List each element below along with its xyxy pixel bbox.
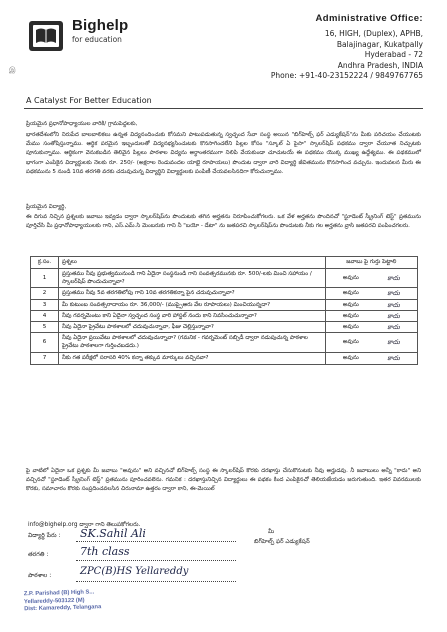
office-line: Hyderabad - 72	[364, 50, 423, 60]
row-answer-cell	[325, 269, 417, 288]
answer-yes-option[interactable]: అవును	[342, 290, 359, 297]
table-row	[31, 288, 418, 299]
answer-yes-option[interactable]: అవును	[342, 301, 359, 308]
student-greeting: ప్రియమైన విద్యార్థి,	[26, 204, 67, 210]
bighelp-logo-icon	[26, 18, 66, 54]
margin-mark: இ	[9, 66, 16, 74]
row-answer-cell	[325, 333, 417, 352]
name-dotline	[76, 541, 236, 542]
answer-no-option[interactable]: కాదు	[387, 311, 400, 320]
row-question: నీవు ఏదైనా ప్రైవేటు పాఠశాలలో చదువుచున్నావా, ఫీజు చెల్లిస్తున్నావా?	[59, 322, 326, 333]
answer-options	[329, 312, 414, 320]
row-number: 1	[31, 269, 59, 288]
header-questions: ప్రశ్నలు	[59, 257, 326, 269]
row-answer-cell	[325, 352, 417, 364]
answer-yes-option[interactable]: అవును	[342, 275, 359, 282]
header-answer: జవాబు పై గుర్తు పెట్టాలి	[325, 257, 417, 269]
eligibility-table	[30, 256, 418, 365]
signoff-org: బిగ్‌హెల్ప్ ఫర్ ఎడ్యుకేషన్	[254, 539, 310, 545]
answer-yes-option[interactable]: అవును	[342, 312, 359, 319]
row-question: నీవు ఏదైనా ప్రయివేటు పాఠశాలలో చదువుచున్నావా? (గమనిక - గవర్నమెంట్ సబ్సిడీ ద్వారా నడుపుచున్న పాఠశాల ప్రైవేటు పాఠశాలగా గుర్తించబడదు.)	[59, 333, 326, 352]
school-stamp	[24, 589, 120, 614]
answer-no-option[interactable]: కాదు	[387, 338, 400, 347]
answer-no-option[interactable]: కాదు	[387, 289, 400, 298]
student-name-value: SK.Sahil Ali	[80, 527, 146, 540]
row-answer-cell	[325, 310, 417, 321]
table-row	[31, 269, 418, 288]
email-line: info@bighelp.org ద్వారా గాని తెలుపకోగలరు.	[28, 522, 141, 528]
row-answer-cell	[325, 322, 417, 333]
table-row	[31, 322, 418, 333]
answer-options	[329, 338, 414, 346]
answer-options	[329, 354, 414, 362]
answer-no-option[interactable]: కాదు	[387, 274, 400, 283]
school-dotline	[76, 581, 236, 582]
table-row	[31, 352, 418, 364]
office-address	[243, 14, 423, 81]
table-header-row	[31, 257, 418, 269]
class-value: 7th class	[80, 545, 130, 558]
answer-options	[329, 289, 414, 297]
answer-options	[329, 323, 414, 331]
name-label: విద్యార్థి పేరు :	[28, 532, 61, 539]
answer-no-option[interactable]: కాదు	[387, 323, 400, 332]
office-line: 16, HIGH, (Duplex), APHB,	[324, 29, 423, 39]
row-number: 3	[31, 299, 59, 310]
answer-yes-option[interactable]: అవును	[342, 355, 359, 362]
row-question: మీ కుటుంబ సంవత్సరాదాయం రూ. 36,000/- (ముప్పైఆరు వేల రూపాయలు) మించియున్నదా?	[59, 299, 326, 310]
signoff-label: మీ	[268, 529, 275, 535]
after-table-paragraph: పై వాటిలో ఏదైనా ఒక ప్రశ్నకు మీ జవాబు "అవును" అని వచ్చినచో బిగ్‌హెల్ప్ సంస్థ ఈ స్కాలర్‌షిప్ కొరకు దరఖాస్తు చేసుకొనుటకు నీవు అర్హుడవు. నీ జవాబులు అన్నీ "కాదు" అని వచ్చినచో "స్టూడెంట్ స్క్రీనింగ్ టెస్ట్" ప్రతమును పూరించవలెను. గమనిక : దరఖాస్తునిచ్చిన విద్యార్థులు ఈ పథకం కింద ఎంపికైనచో తెలియజేయడం జరుగుతుంది. ఇతర వివరములకు కొరకు, సమాచారం కొరకు సంప్రదించవలసిన చిరునామా ఉత్తరం ద్వారా కాని, ఈ-మెయిల్	[26, 468, 421, 493]
table-row	[31, 310, 418, 321]
office-line: Andhra Pradesh, INDIA	[337, 60, 423, 70]
office-title: Administrative Office:	[315, 13, 423, 24]
row-question: ప్రస్తుతము నీవు 5వ తరగతిలోపు గాని 10వ తరగతికన్నా పైన చదువుచున్నావా?	[59, 288, 326, 299]
header-serial: క్ర.సం.	[31, 257, 59, 269]
row-number: 6	[31, 333, 59, 352]
stamp-line: Dist: Kamareddy, Telangana	[24, 604, 102, 613]
class-label: తరగతి :	[28, 551, 49, 558]
row-question: నీవు గవర్నమెంటు కాని ఏదైనా స్వచ్ఛంద సంస్థ వారి హాస్టల్ నందు కాని నివసించుచున్నావా?	[59, 310, 326, 321]
row-number: 7	[31, 352, 59, 364]
class-dotline	[76, 560, 236, 561]
row-number: 4	[31, 310, 59, 321]
row-answer-cell	[325, 288, 417, 299]
signature-block	[28, 527, 428, 590]
brand-subtitle: for education	[72, 35, 122, 44]
table-row	[31, 299, 418, 310]
answer-yes-option[interactable]: అవును	[342, 339, 359, 346]
instructions-paragraph: ఈ దిగువ నిచ్చిన ప్రశ్నలకు జవాబు ఇవ్వడం ద్వారా స్కాలర్‌షిప్‌ను పొందుటకు తగిన అర్హతను నిరూపించుకోగలరు. ఒక వేళ అర్హతను పొందినచో "స్టూడెంట్ స్క్రీనింగ్ టెస్ట్" ప్రతమును పూర్తిచేసి మీ ప్రధానోపాధ్యాయులకు గాని, ఎస్.ఎమ్.సి మెంబరుకు గాని నీ "బయో - డేటా" ను జతపరచి స్కాలర్‌షిప్‌ను పొందుటకు నీకు గల అర్హతను వ్రాసి జతపరచి పంపించగలరు.	[26, 214, 421, 230]
tagline: A Catalyst For Better Education	[26, 96, 152, 105]
school-value: ZPC(B)HS Yellareddy	[80, 566, 189, 577]
stamp-line: Z.P. Parishad (B) High S...	[23, 589, 95, 598]
answer-no-option[interactable]: కాదు	[387, 300, 400, 309]
intro-paragraph: భారతదేశంలోని నిరుపేద బాలబాలికలు ఉన్నత విద్యనందించుకు కోసమని పాటుపడుతున్న స్వచ్ఛంద సేవా సంస్థ అయిన "బిగ్‌హెల్ప్ ఫర్ ఎడ్యుకేషన్"ను మీకు పరిచయం చేయుటకు మేము సంతోషిస్తున్నాము. ఆర్థిక పరమైన ఇబ్బందులతో విద్యనభ్యసించుటకు కొనసాగించలేని పిల్లల కోసం "స్కూల్ ఏ పైసా" స్కాలర్‌షిప్ పథకము ద్వారా చేయూత నిచ్చుటకు పూనుకున్నాము. ఆర్థికంగా వెనుకబడిన తెలివైన పిల్లలు పాఠశాల విద్యను అర్ధాంతరముగా నిలిపి వేయకుండా చూచుటయే ఈ పథకము యొక్క ముఖ్య ఉద్దేశ్యము. ఈ పథకములో భాగంగా ఎంపికైన విద్యార్థులకు నెలకు రూ. 250/- (అక్షరాల రెండువందల యాభై రూపాయలు) పొందుట ద్వారా వారి విద్యార్థి జీవితమును కొనసాగించ వచ్చును. ఇందువలన మీరు ఈ పథకమును 5 నుండి 10వ తరగతి వరకు చదువుచున్న విద్యార్థిని విద్యార్థులకు పంపిణీ చేయవలసినదిగా కోరుచున్నాము.	[26, 132, 421, 175]
answer-options	[329, 274, 414, 282]
table-row	[31, 333, 418, 352]
answer-no-option[interactable]: కాదు	[387, 354, 400, 363]
row-number: 5	[31, 322, 59, 333]
answer-options	[329, 301, 414, 309]
stamp-line: Yellareddy-503122 (M)	[23, 597, 85, 605]
header-divider	[24, 108, 423, 109]
school-label: పాఠశాల :	[28, 572, 52, 579]
answer-yes-option[interactable]: అవును	[342, 324, 359, 331]
salutation: ప్రియమైన ప్రధానోపాధ్యాయుల వారికి/ గ్రామపెద్దలకు,	[26, 121, 138, 127]
row-question: నీకు గత పరీక్షలో సరాసరి 40% కన్నా తక్కువ మార్కులు వచ్చినవా?	[59, 352, 326, 364]
office-phone: Phone: +91-40-23152224 / 9849767765	[270, 71, 423, 81]
brand-name: Bighelp	[72, 17, 129, 34]
row-question: ప్రస్తుతము నీవు ప్రభుత్వమునుండి గాని ఏదైనా సంస్థనుండి గాని సంవత్సరమునకు రూ. 500/-లకు మించి సహాయం / స్కాలర్‌షిప్ పొందుచున్నావా?	[59, 269, 326, 288]
row-answer-cell	[325, 299, 417, 310]
office-line: Balajinagar, Kukatpally	[336, 39, 423, 49]
row-number: 2	[31, 288, 59, 299]
